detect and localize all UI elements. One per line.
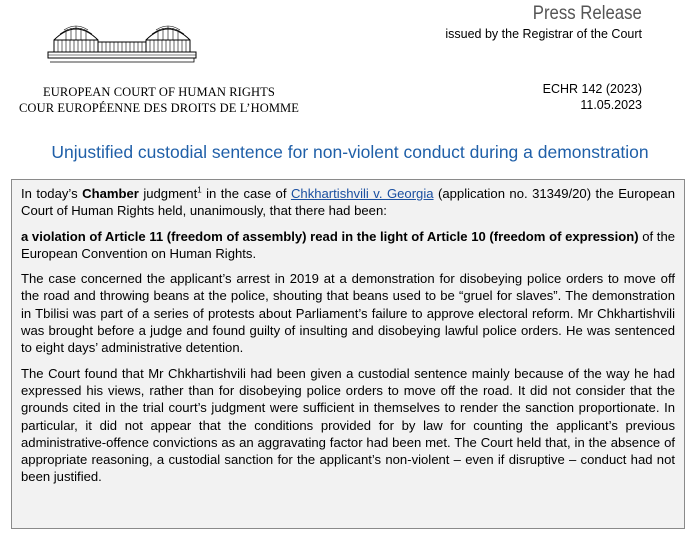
- case-intro-text: in the case of: [201, 186, 291, 201]
- chamber-label: Chamber: [82, 186, 139, 201]
- summary-paragraph-intro: [21, 185, 675, 220]
- violation-text: a violation of Article 11 (freedom of assembly) read in the light of Article 10 (freedom of expression): [21, 228, 639, 244]
- page-title: Unjustified custodial sentence for non-violent conduct during a demonstration: [51, 142, 649, 162]
- convention-text: of the European Convention on Human Rights.: [21, 228, 676, 261]
- footnote-marker[interactable]: 1: [197, 185, 202, 195]
- summary-paragraph-violation: [21, 228, 675, 263]
- court-building-logo-icon: [46, 12, 198, 82]
- summary-paragraph-case: The case concerned the applicant’s arrest in 2019 at a demonstration for disobeying police orders to move off the road and throwing beans at the police, shouting that beans used to be “gruel for slaves”. The demonstration in Tbilisi was part of a series of protests about Parliament’s failure to approve electoral reform. Mr Chkhartishvili was brought before a judge and found guilty of insulting and disobeying lawful police orders. He was sentenced to eight days’ administrative detention.: [21, 271, 675, 356]
- case-link[interactable]: Chkhartishvili v. Georgia: [290, 186, 434, 201]
- application-text: (application no. 31349/20) the European Court of Human Rights held, unanimously, that there had been:: [21, 186, 675, 219]
- intro-text: In today’s: [21, 186, 83, 201]
- court-name-french: COUR EUROPÉENNE DES DROITS DE L’HOMME: [19, 101, 299, 115]
- reference-number: ECHR 142 (2023): [542, 82, 642, 96]
- judgment-text: judgment: [138, 186, 198, 201]
- press-release-title: Press Release: [532, 2, 642, 24]
- summary-box: [11, 179, 685, 529]
- release-date: 11.05.2023: [580, 98, 642, 112]
- court-name-english: EUROPEAN COURT OF HUMAN RIGHTS: [43, 85, 275, 99]
- press-release-subtitle: issued by the Registrar of the Court: [445, 27, 642, 41]
- summary-paragraph-finding: The Court found that Mr Chkhartishvili had been given a custodial sentence mainly because of the way he had expressed his views, rather than for disobeying police orders to move off the road. It did not consider that the grounds cited in the trial court’s judgment were sufficient in themselves to render the sanction proportionate. In particular, it did not appear that the conditions provided for by law for counting the applicant’s previous administrative-offence convictions as an aggravating factor had been met. The Court held that, in the absence of appropriate reasoning, a custodial sanction for the applicant’s non-violent – even if disruptive – conduct had not been justified.: [21, 365, 675, 485]
